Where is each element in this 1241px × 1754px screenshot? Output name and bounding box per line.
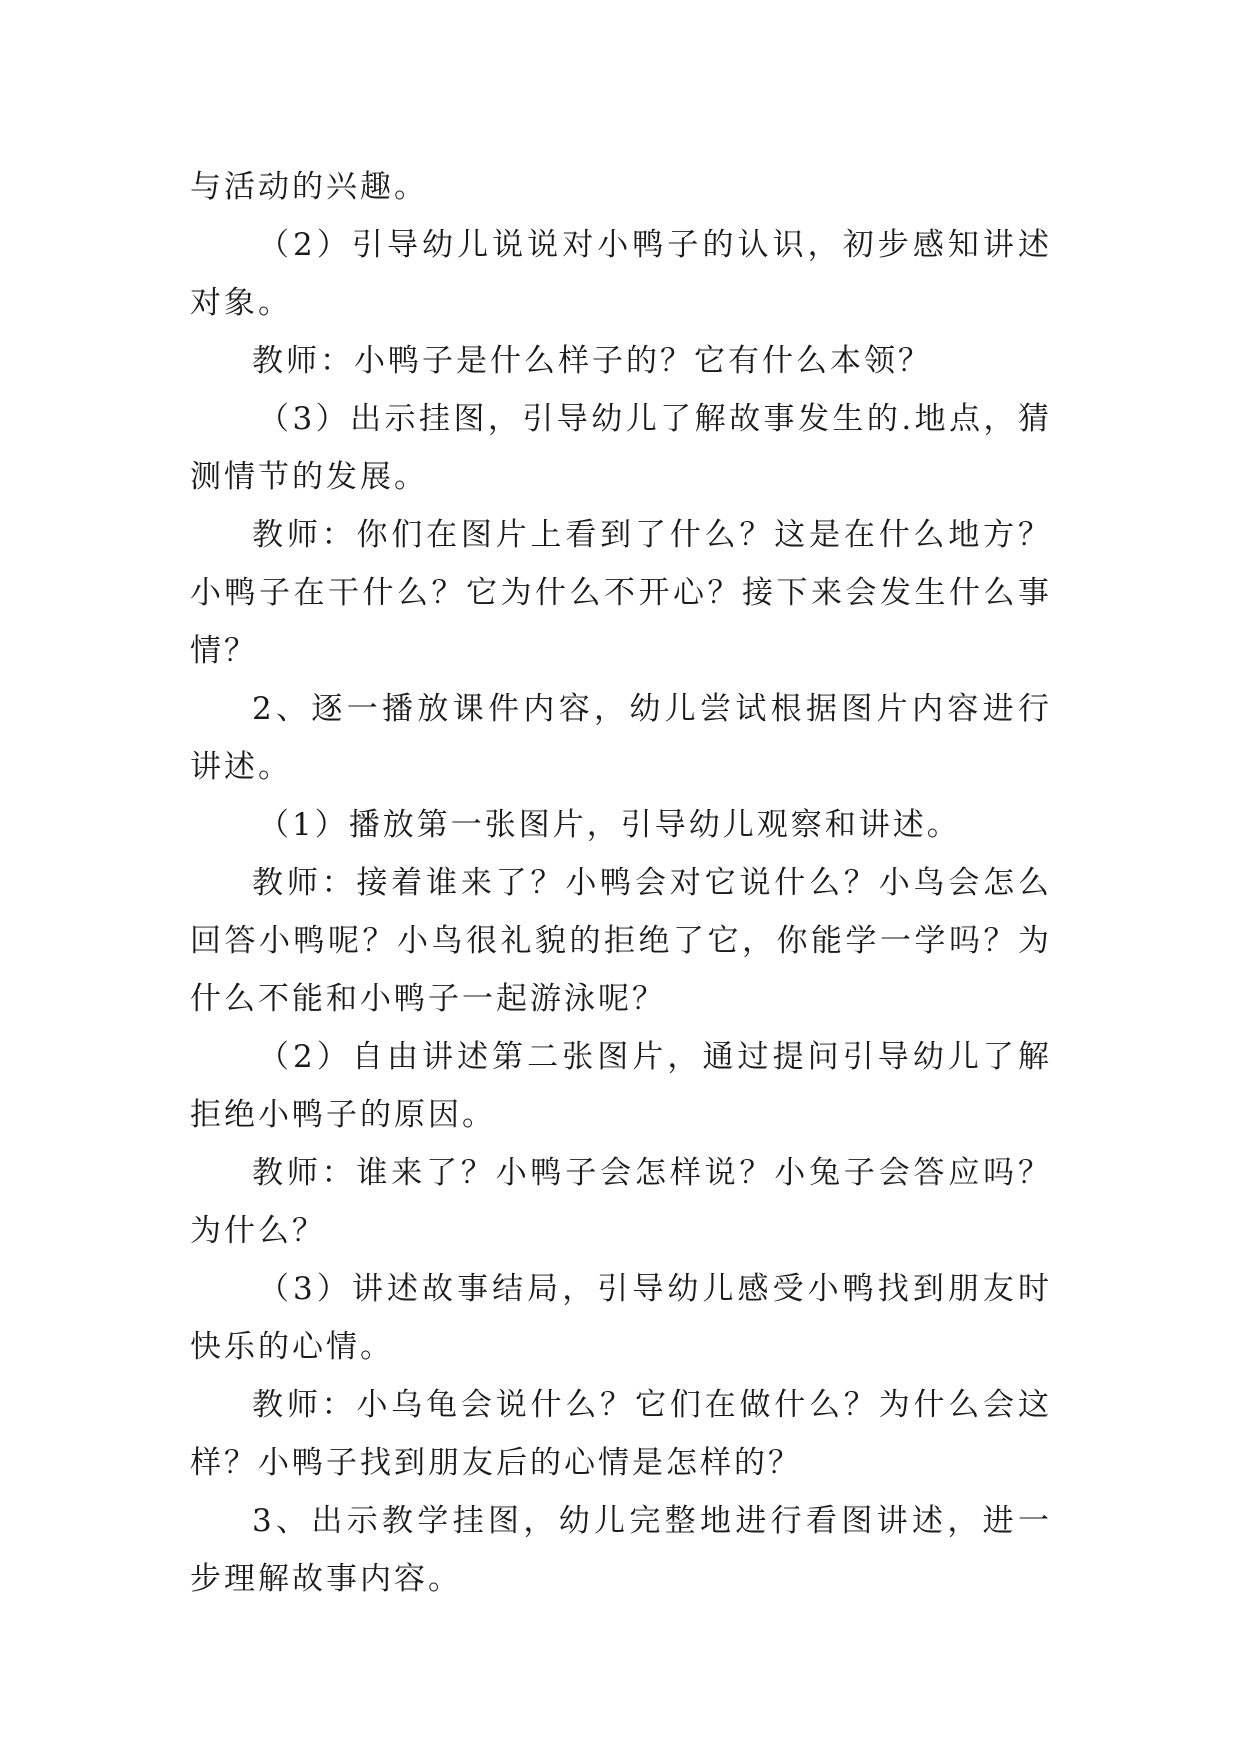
paragraph-continuation: 与活动的兴趣。 xyxy=(190,169,428,205)
paragraph-step-1-3: （3）出示挂图，引导幼儿了解故事发生的.地点，猜测情节的发展。 xyxy=(190,401,1052,495)
paragraph-teacher-question-1: 教师：小鸭子是什么样子的？它有什么本领？ xyxy=(252,343,932,379)
paragraph-teacher-question-2: 教师：你们在图片上看到了什么？这是在什么地方？小鸭子在干什么？它为什么不开心？接下来会发生什么事情？ xyxy=(190,517,1052,669)
paragraph-step-2-3: （3）讲述故事结局，引导幼儿感受小鸭找到朋友时快乐的心情。 xyxy=(190,1271,1052,1365)
body-text xyxy=(190,158,1052,1608)
paragraph-step-2-1: （1）播放第一张图片，引导幼儿观察和讲述。 xyxy=(258,807,961,843)
paragraph-step-2-2: （2）自由讲述第二张图片，通过提问引导幼儿了解拒绝小鸭子的原因。 xyxy=(190,1039,1052,1133)
paragraph-teacher-question-4: 教师：谁来了？小鸭子会怎样说？小兔子会答应吗？为什么？ xyxy=(190,1155,1052,1249)
paragraph-step-1-2: （2）引导幼儿说说对小鸭子的认识，初步感知讲述对象。 xyxy=(190,227,1052,321)
paragraph-teacher-question-5: 教师：小乌龟会说什么？它们在做什么？为什么会这样？小鸭子找到朋友后的心情是怎样的？ xyxy=(190,1387,1052,1481)
paragraph-step-2: 2、逐一播放课件内容，幼儿尝试根据图片内容进行讲述。 xyxy=(190,691,1052,785)
paragraph-teacher-question-3: 教师：接着谁来了？小鸭会对它说什么？小鸟会怎么回答小鸭呢？小鸟很礼貌的拒绝了它，你能学一学吗？为什么不能和小鸭子一起游泳呢？ xyxy=(190,865,1052,1017)
paragraph-step-3: 3、出示教学挂图，幼儿完整地进行看图讲述，进一步理解故事内容。 xyxy=(190,1503,1052,1597)
